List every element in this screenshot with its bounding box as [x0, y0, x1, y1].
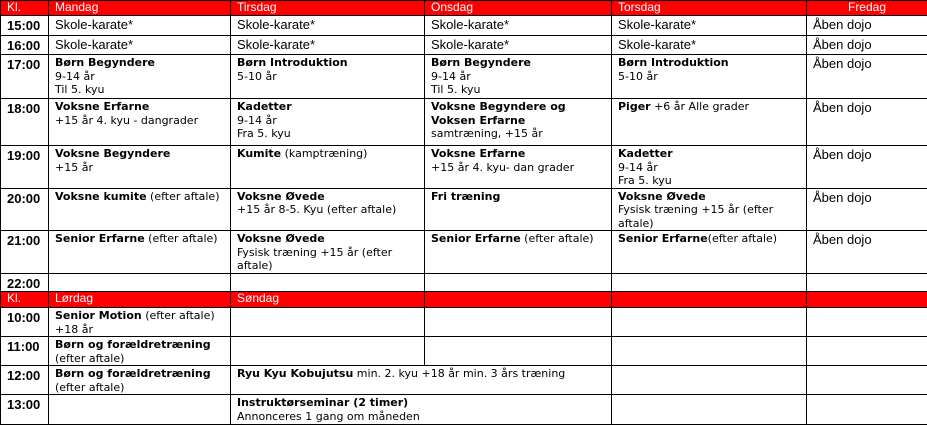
class-detail: Annonceres 1 gang om måneden [237, 410, 605, 424]
class-cell: Skole-karate* [49, 36, 231, 55]
class-title: Børn Begyndere [55, 56, 224, 70]
class-cell [612, 55, 807, 99]
class-title: Senior Erfarne [55, 232, 145, 245]
class-detail: (efter aftale) [708, 232, 777, 245]
class-cell: Åben dojo [807, 36, 927, 55]
time-cell: 11:00 [1, 337, 49, 366]
day-header-tirsdag: Tirsdag [231, 1, 425, 16]
class-title: Fri træning [431, 190, 605, 204]
day-header-mandag: Mandag [49, 1, 231, 16]
class-detail: +18 år [55, 323, 224, 337]
class-cell [49, 99, 231, 146]
class-cell [612, 366, 807, 395]
class-detail: (efter aftale) [521, 232, 594, 245]
class-detail: 5-10 år [618, 70, 800, 84]
class-title: Piger [618, 100, 651, 113]
table-row [1, 366, 927, 395]
class-cell [425, 188, 612, 231]
class-detail: min. 2. kyu +18 år min. 3 års træning [353, 367, 565, 380]
class-title: Børn og forældretræning [55, 338, 224, 352]
class-cell [49, 395, 231, 425]
class-title: Voksne Erfarne [431, 147, 605, 161]
class-cell [231, 99, 425, 146]
class-cell [612, 99, 807, 146]
class-cell [49, 337, 231, 366]
class-cell [49, 55, 231, 99]
class-cell [49, 366, 231, 395]
class-cell [49, 274, 231, 292]
table-row [1, 274, 927, 292]
class-title: Voksne kumite [55, 190, 147, 203]
time-cell: 18:00 [1, 99, 49, 146]
time-cell: 21:00 [1, 231, 49, 274]
class-detail: 5-10 år [237, 70, 418, 84]
class-detail: Fra 5. kyu [618, 174, 800, 188]
class-title: Instruktørseminar (2 timer) [237, 396, 605, 410]
class-title: Kumite [237, 147, 281, 160]
class-cell [807, 274, 927, 292]
class-title: Ryu Kyu Kobujutsu [237, 367, 353, 380]
table-row [1, 231, 927, 274]
class-cell [425, 274, 612, 292]
table-row [1, 36, 927, 55]
class-title: Voksne Øvede [237, 190, 418, 204]
class-detail: samtræning, +15 år [431, 127, 605, 141]
class-detail: aftale) [618, 217, 800, 231]
class-title: Voksne Øvede [618, 190, 800, 204]
class-detail: +6 år Alle grader [651, 100, 749, 113]
class-cell [231, 188, 425, 231]
class-title: Kadetter [237, 100, 418, 114]
class-detail: Til 5. kyu [431, 83, 605, 97]
table-row [1, 55, 927, 99]
time-cell: 15:00 [1, 16, 49, 36]
class-cell [612, 231, 807, 274]
class-detail: (kamptræning) [281, 147, 367, 160]
class-detail: Fysisk træning +15 år (efter [618, 203, 800, 217]
class-cell [231, 308, 425, 337]
class-cell: Skole-karate* [231, 36, 425, 55]
table-row [1, 16, 927, 36]
class-cell [231, 337, 425, 366]
time-cell: 10:00 [1, 308, 49, 337]
class-cell [49, 231, 231, 274]
class-cell [425, 99, 612, 146]
class-cell [231, 395, 612, 425]
class-cell: Skole-karate* [612, 36, 807, 55]
class-title: Senior Motion [55, 309, 142, 322]
table-row [1, 308, 927, 337]
class-cell: Skole-karate* [49, 16, 231, 36]
class-cell: Skole-karate* [425, 16, 612, 36]
class-cell [231, 366, 612, 395]
class-title: Kadetter [618, 147, 800, 161]
class-detail: +15 år 4. kyu - dangrader [55, 114, 224, 128]
class-cell: Åben dojo [807, 55, 927, 99]
day-header-sondag: Søndag [231, 292, 425, 308]
class-cell: Åben dojo [807, 16, 927, 36]
class-cell [425, 146, 612, 189]
class-cell: Åben dojo [807, 188, 927, 231]
class-cell: Skole-karate* [425, 36, 612, 55]
day-header-lordag: Lørdag [49, 292, 231, 308]
class-detail: Fysisk træning +15 år (efter [237, 246, 418, 260]
class-detail: Til 5. kyu [55, 83, 224, 97]
class-title: Senior Erfarne [431, 232, 521, 245]
class-detail: (efter aftale) [142, 309, 215, 322]
time-cell: 19:00 [1, 146, 49, 189]
class-cell [807, 395, 927, 425]
class-detail: +15 år [55, 161, 224, 175]
class-title: Børn Begyndere [431, 56, 605, 70]
time-cell: 16:00 [1, 36, 49, 55]
time-cell: 12:00 [1, 366, 49, 395]
class-detail: 9-14 år [237, 114, 418, 128]
day-header-onsdag: Onsdag [425, 1, 612, 16]
class-detail: Fra 5. kyu [237, 127, 418, 141]
class-cell [612, 188, 807, 231]
day-header-torsdag: Torsdag [612, 1, 807, 16]
class-detail: (efter aftale) [55, 381, 224, 395]
weekend-header-row [1, 292, 927, 308]
class-cell [612, 274, 807, 292]
table-row [1, 146, 927, 189]
class-detail: +15 år 8-5. Kyu (efter aftale) [237, 203, 418, 217]
class-cell [231, 274, 425, 292]
class-title: Voksne Erfarne [55, 100, 224, 114]
time-cell: 22:00 [1, 274, 49, 292]
class-cell [807, 366, 927, 395]
class-cell: Åben dojo [807, 146, 927, 189]
class-cell [807, 337, 927, 366]
class-title: Voksne Øvede [237, 232, 418, 246]
class-title: Voksen Erfarne [431, 114, 605, 128]
weekday-header-row [1, 1, 927, 16]
class-detail: +15 år 4. kyu- dan grader [431, 161, 605, 175]
class-title: Voksne Begyndere og [431, 100, 605, 114]
time-cell: 20:00 [1, 188, 49, 231]
class-cell [49, 308, 231, 337]
class-title: Senior Erfarne [618, 232, 708, 245]
class-cell [425, 55, 612, 99]
class-cell [231, 55, 425, 99]
class-cell [231, 231, 425, 274]
class-cell: Åben dojo [807, 231, 927, 274]
class-cell: Åben dojo [807, 99, 927, 146]
class-title: Børn og forældretræning [55, 367, 224, 381]
class-cell [807, 308, 927, 337]
class-cell [612, 395, 807, 425]
table-row [1, 337, 927, 366]
kl-header: Kl. [1, 292, 49, 308]
kl-header: Kl. [1, 1, 49, 16]
class-detail: 9-14 år [431, 70, 605, 84]
class-detail: aftale) [237, 259, 418, 273]
class-cell [425, 337, 612, 366]
class-detail: 9-14 år [618, 161, 800, 175]
class-detail: 9-14 år [55, 70, 224, 84]
table-row [1, 395, 927, 425]
class-detail: (efter aftale) [145, 232, 218, 245]
class-title: Børn Introduktion [237, 56, 418, 70]
day-header-fredag: Fredag [807, 1, 927, 16]
table-row [1, 99, 927, 146]
class-cell: Skole-karate* [231, 16, 425, 36]
class-title: Børn Introduktion [618, 56, 800, 70]
class-cell [231, 146, 425, 189]
class-cell [612, 337, 807, 366]
class-detail: (efter aftale) [55, 352, 224, 366]
class-cell: Skole-karate* [612, 16, 807, 36]
class-cell [612, 308, 807, 337]
time-cell: 13:00 [1, 395, 49, 425]
table-row [1, 188, 927, 231]
class-title: Voksne Begyndere [55, 147, 224, 161]
class-cell [425, 231, 612, 274]
class-detail: (efter aftale) [147, 190, 220, 203]
time-cell: 17:00 [1, 55, 49, 99]
class-cell [612, 146, 807, 189]
class-cell [49, 146, 231, 189]
class-cell [49, 188, 231, 231]
class-cell [425, 308, 612, 337]
